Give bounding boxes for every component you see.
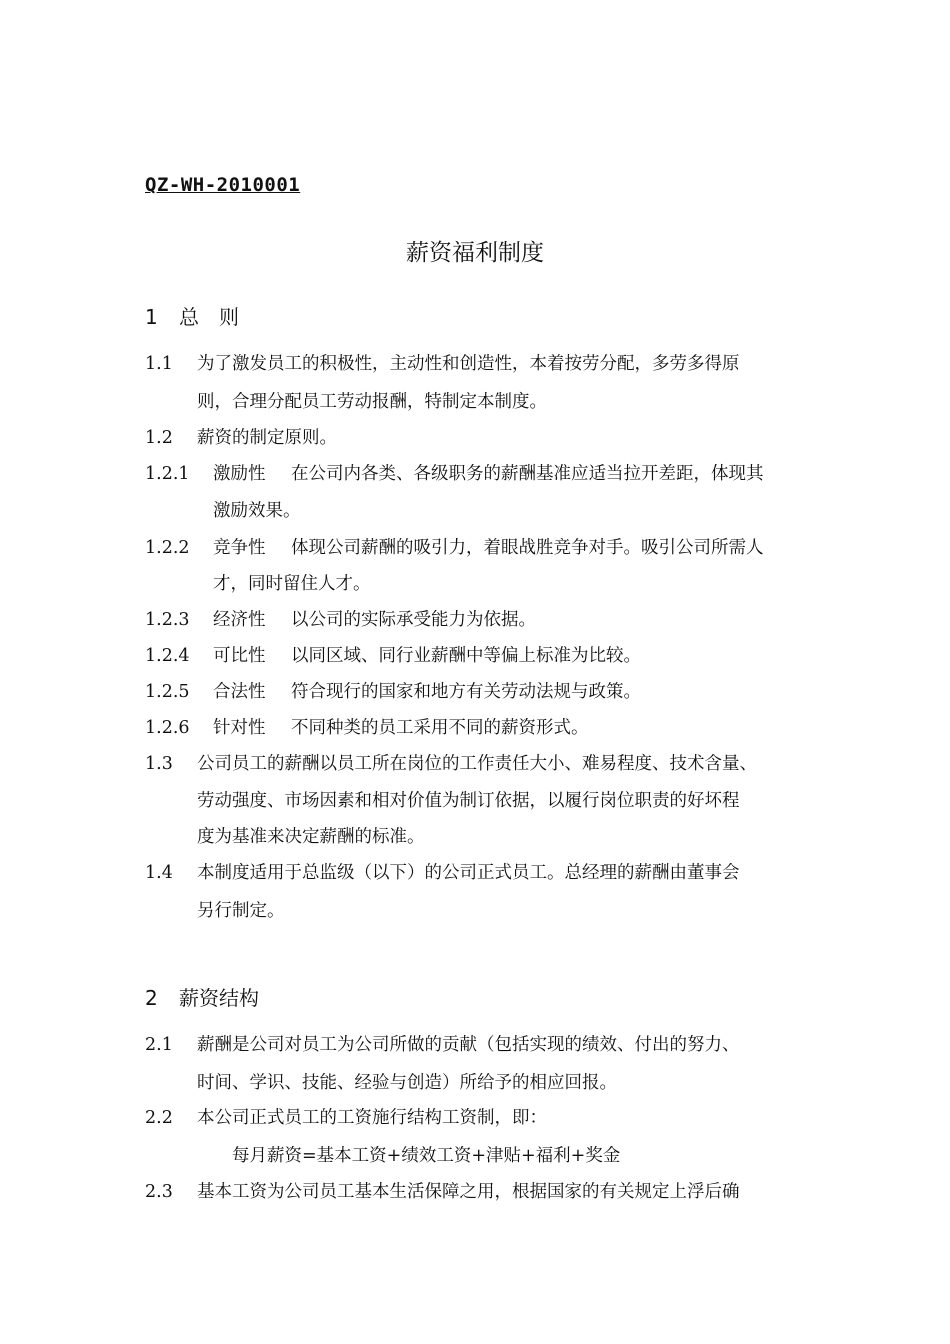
clause-text: 不同种类的员工采用不同的薪资形式。 — [291, 718, 589, 738]
clause-number: 1.2.1 — [145, 464, 190, 484]
clause-text: 劳动强度、市场因素和相对价值为制订依据，以履行岗位职责的好坏程 — [197, 791, 740, 811]
clause-number: 1.2.6 — [145, 718, 190, 738]
clause-number: 2.2 — [145, 1108, 173, 1128]
clause-text: 时间、学识、技能、经验与创造）所给予的相应回报。 — [197, 1073, 617, 1093]
clause-number: 1.1 — [145, 354, 173, 374]
clause-text: 另行制定。 — [197, 901, 285, 921]
clause-text: 才，同时留住人才。 — [213, 574, 371, 594]
clause-number: 2.3 — [145, 1182, 173, 1202]
clause-number: 1.2.3 — [145, 610, 190, 630]
clause-text: 基本工资为公司员工基本生活保障之用，根据国家的有关规定上浮后确 — [197, 1182, 740, 1202]
clause-text: 则，合理分配员工劳动报酬，特制定本制度。 — [197, 392, 547, 412]
clause-text: 为了激发员工的积极性，主动性和创造性，本着按劳分配，多劳多得原 — [197, 354, 740, 374]
salary-formula: 每月薪资=基本工资+绩效工资+津贴+福利+奖金 — [232, 1146, 621, 1166]
clause-term: 经济性 — [213, 610, 266, 630]
clause-term: 合法性 — [213, 682, 266, 702]
clause-term: 激励性 — [213, 464, 266, 484]
clause-text: 以公司的实际承受能力为依据。 — [291, 610, 536, 630]
clause-number: 1.2.4 — [145, 646, 190, 666]
document-title: 薪资福利制度 — [406, 240, 544, 266]
clause-text: 度为基准来决定薪酬的标准。 — [197, 827, 425, 847]
clause-text: 本制度适用于总监级（以下）的公司正式员工。总经理的薪酬由董事会 — [197, 863, 740, 883]
clause-number: 1.2 — [145, 428, 173, 448]
clause-number: 1.2.5 — [145, 682, 190, 702]
document-code: QZ-WH-2010001 — [145, 174, 301, 196]
clause-number: 1.2.2 — [145, 538, 190, 558]
clause-text: 以同区域、同行业薪酬中等偏上标准为比较。 — [291, 646, 641, 666]
section-number: 1 — [145, 305, 158, 329]
section-title: 总 则 — [179, 305, 239, 329]
clause-text: 薪资的制定原则。 — [197, 428, 337, 448]
clause-term: 针对性 — [213, 718, 266, 738]
clause-text: 在公司内各类、各级职务的薪酬基准应适当拉开差距，体现其 — [291, 464, 764, 484]
clause-text: 本公司正式员工的工资施行结构工资制，即： — [197, 1108, 547, 1128]
clause-number: 1.4 — [145, 863, 173, 883]
clause-term: 竞争性 — [213, 538, 266, 558]
clause-number: 1.3 — [145, 754, 173, 774]
clause-term: 可比性 — [213, 646, 266, 666]
section-heading-2 — [145, 982, 259, 1011]
clause-number: 2.1 — [145, 1035, 173, 1055]
clause-text: 符合现行的国家和地方有关劳动法规与政策。 — [291, 682, 641, 702]
section-heading-1 — [145, 301, 239, 330]
clause-text: 激励效果。 — [213, 501, 301, 521]
clause-text: 体现公司薪酬的吸引力，着眼战胜竞争对手。吸引公司所需人 — [291, 538, 764, 558]
section-title: 薪资结构 — [179, 986, 259, 1010]
clause-text: 公司员工的薪酬以员工所在岗位的工作责任大小、难易程度、技术含量、 — [197, 754, 757, 774]
section-number: 2 — [145, 986, 158, 1010]
clause-text: 薪酬是公司对员工为公司所做的贡献（包括实现的绩效、付出的努力、 — [197, 1035, 740, 1055]
